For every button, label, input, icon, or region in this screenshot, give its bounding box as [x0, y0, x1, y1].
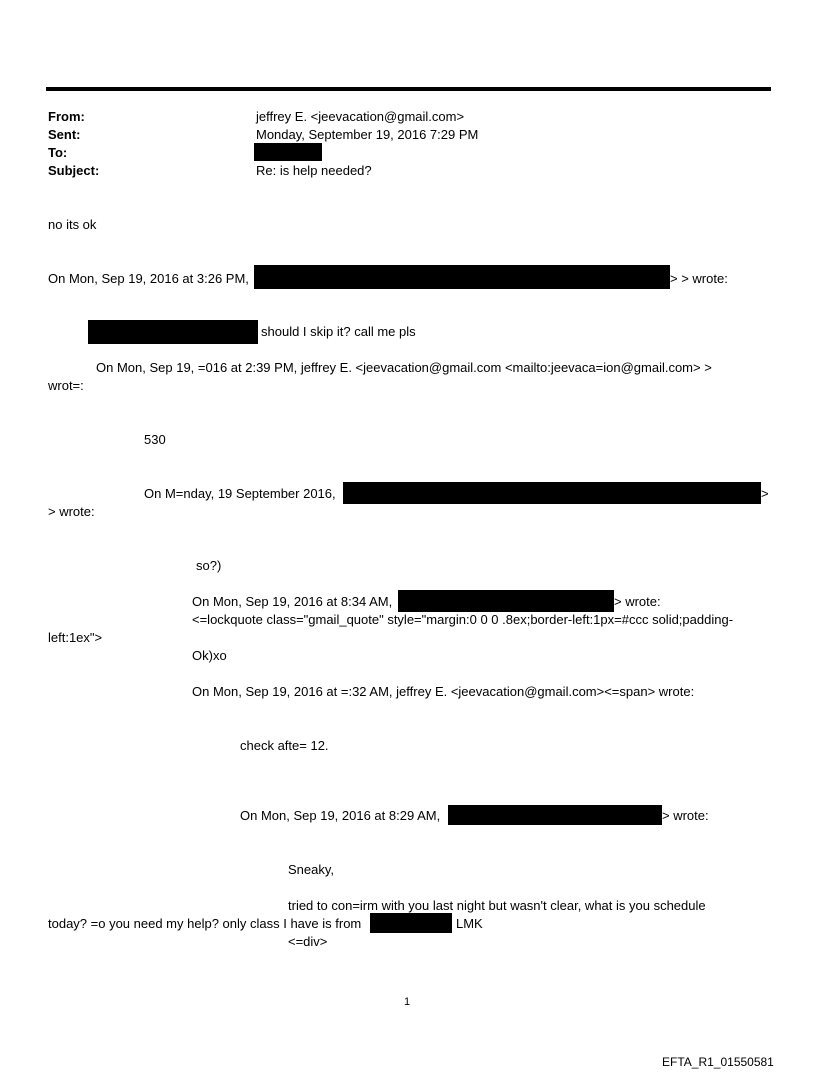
redaction-quote6	[448, 805, 662, 825]
redaction-class	[370, 913, 452, 933]
document-id: EFTA_R1_01550581	[662, 1055, 774, 1069]
body-line-check: check afte= 12.	[240, 738, 329, 753]
quote-header-4-suffix: > wrote:	[614, 594, 661, 609]
blockquote-markup-wrap: left:1ex">	[48, 630, 103, 645]
from-label: From:	[48, 109, 85, 124]
sent-label: Sent:	[48, 127, 81, 142]
to-label: To:	[48, 145, 68, 160]
quote-header-3-gt: >	[761, 486, 769, 501]
quote-header-2: On Mon, Sep 19, =016 at 2:39 PM, jeffrey E. <jeevacation@gmail.com <mailto:jeevaca=ion@gmail.com> >	[96, 360, 712, 375]
redaction-line2	[88, 320, 258, 344]
quote-header-5: On Mon, Sep 19, 2016 at =:32 AM, jeffrey E. <jeevacation@gmail.com><=span> wrote:	[192, 684, 695, 699]
redaction-to	[254, 143, 322, 161]
body-line-530: 530	[144, 432, 166, 447]
quote-header-3-wrap: > wrote:	[48, 504, 95, 519]
redaction-quote1	[254, 265, 670, 289]
redaction-quote3	[343, 482, 761, 504]
redaction-quote4	[398, 590, 614, 612]
quote-header-1-suffix: > > wrote:	[670, 271, 728, 286]
body-line-confirm: tried to con=irm with you last night but wasn't clear, what is you schedule	[288, 898, 706, 913]
sent-value: Monday, September 19, 2016 7:29 PM	[256, 127, 479, 142]
quote-header-6-suffix: > wrote:	[662, 808, 709, 823]
subject-value: Re: is help needed?	[256, 163, 372, 178]
body-line-lmk: LMK	[456, 916, 483, 931]
quote-header-2-wrap: wrot=:	[48, 378, 84, 393]
quote-header-4: On Mon, Sep 19, 2016 at 8:34 AM,	[192, 594, 393, 609]
body-line-skip: should I skip it? call me pls	[261, 324, 416, 339]
page-number: 1	[404, 996, 411, 1008]
blockquote-markup: <=lockquote class="gmail_quote" style="margin:0 0 0 .8ex;border-left:1px=#ccc solid;padding-	[192, 612, 734, 627]
body-line-div: <=div>	[288, 934, 328, 949]
quote-header-6: On Mon, Sep 19, 2016 at 8:29 AM,	[240, 808, 441, 823]
from-value: jeffrey E. <jeevacation@gmail.com>	[256, 109, 465, 124]
body-line-schedule: today? =o you need my help? only class I have is from	[48, 916, 362, 931]
subject-label: Subject:	[48, 163, 100, 178]
header-rule	[46, 87, 771, 91]
body-line-so: so?)	[196, 558, 222, 573]
body-line-reply: no its ok	[48, 217, 97, 232]
quote-header-1: On Mon, Sep 19, 2016 at 3:26 PM,	[48, 271, 249, 286]
body-line-okxo: Ok)xo	[192, 648, 227, 663]
quote-header-3: On M=nday, 19 September 2016,	[144, 486, 336, 501]
body-line-sneaky: Sneaky,	[288, 862, 335, 877]
